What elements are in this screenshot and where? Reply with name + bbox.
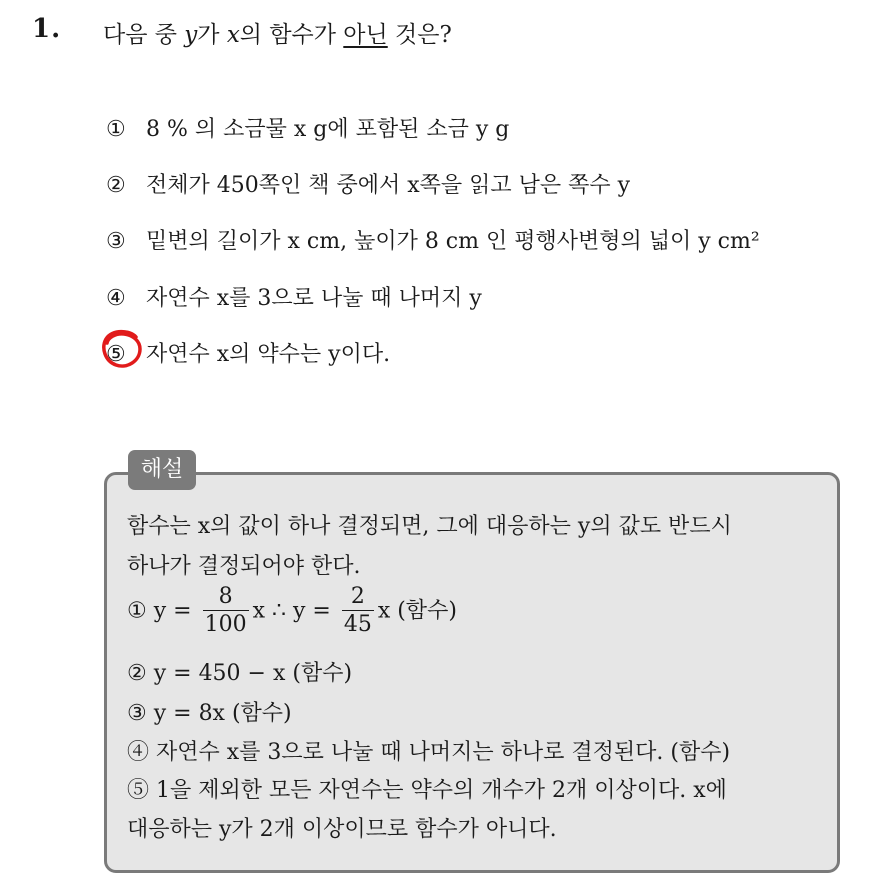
choice-5-text: 자연수 x의 약수는 y이다. [146,342,391,367]
choice-2[interactable] [106,168,630,199]
step1-suffix: x (함수) [377,598,457,624]
choice-1-text: 8 % 의 소금물 x g에 포함된 소금 y g [146,117,510,142]
choice-5[interactable] [106,337,390,368]
solution-step-4: ④ 자연수 x를 3으로 나눌 때 나머지는 하나로 결정된다. (함수) [127,740,731,765]
question-text-mid: 가 [197,22,227,48]
step1-prefix: ① y = [127,598,199,624]
choice-4[interactable] [106,281,482,312]
solution-step-5b: 대응하는 y가 2개 이상이므로 함수가 아니다. [127,817,557,842]
solution-step-1 [127,584,457,639]
solution-step-2: ② y = 450 − x (함수) [127,661,353,686]
question-text-suffix: 것은? [387,22,452,48]
solution-line-1: 함수는 x의 값이 하나 결정되면, 그에 대응하는 y의 값도 반드시 [127,514,732,539]
step1-mid: x ∴ y = [252,598,338,624]
choice-5-marker: ⑤ [106,342,126,367]
choice-4-text: 자연수 x를 3으로 나눌 때 나머지 y [146,286,482,311]
fraction-8-over-100 [203,584,249,639]
fraction-2-denominator: 45 [343,612,372,637]
choice-2-text: 전체가 450쪽인 책 중에서 x쪽을 읽고 남은 쪽수 y [146,173,631,198]
choice-2-marker: ② [106,173,126,198]
choice-3[interactable] [106,224,760,255]
variable-y: y [184,22,198,48]
solution-tag: 해설 [128,450,196,490]
question-text [103,16,452,49]
answer-circle-mark [100,327,144,371]
question-number: 1. [32,14,62,44]
choice-3-text: 밑변의 길이가 x cm, 높이가 8 cm 인 평행사변형의 넓이 y cm² [146,229,760,254]
fraction-2-over-45 [342,584,374,639]
fraction-1-numerator: 8 [218,584,233,609]
choice-3-marker: ③ [106,229,126,254]
fraction-1-denominator: 100 [204,612,247,637]
choice-1[interactable] [106,112,509,143]
question-text-prefix: 다음 중 [103,22,185,48]
solution-line-2: 하나가 결정되어야 한다. [127,554,361,579]
choice-1-marker: ① [106,117,126,142]
solution-step-5a: ⑤ 1을 제외한 모든 자연수는 약수의 개수가 2개 이상이다. x에 [127,778,727,803]
question-text-mid2: 의 함수가 [239,22,344,48]
variable-x: x [226,22,240,48]
solution-step-3: ③ y = 8x (함수) [127,701,292,726]
fraction-2-numerator: 2 [350,584,365,609]
choice-4-marker: ④ [106,286,126,311]
question-underlined-word: 아닌 [343,22,388,48]
